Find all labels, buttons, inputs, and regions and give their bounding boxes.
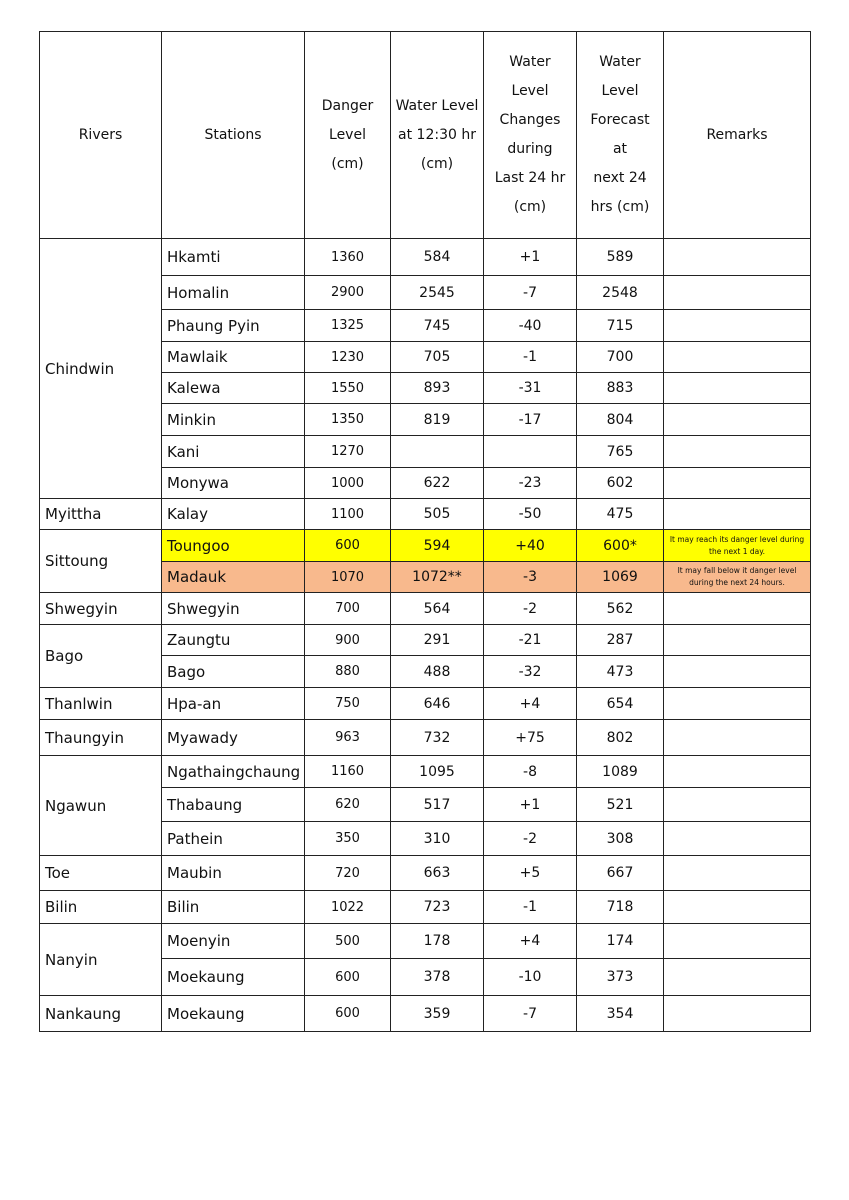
danger-cell: 2900 [305,276,391,310]
level-cell: 359 [391,996,484,1032]
level-cell: 1072** [391,562,484,593]
river-cell: Nankaung [40,996,162,1032]
danger-cell: 1100 [305,499,391,530]
forecast-cell: 373 [577,959,664,996]
forecast-cell: 1089 [577,756,664,788]
forecast-cell: 354 [577,996,664,1032]
level-cell: 584 [391,239,484,276]
change-cell: +40 [484,530,577,562]
danger-cell: 1270 [305,436,391,468]
danger-cell: 1325 [305,310,391,342]
change-cell: -2 [484,822,577,856]
forecast-cell: 600* [577,530,664,562]
forecast-cell: 883 [577,373,664,404]
remark-cell [664,720,811,756]
change-cell: -40 [484,310,577,342]
remark-cell [664,788,811,822]
river-cell: Thaungyin [40,720,162,756]
forecast-cell: 667 [577,856,664,891]
remark-cell: It may fall below it danger level during the next 24 hours. [664,562,811,593]
level-cell [391,436,484,468]
change-cell: +75 [484,720,577,756]
level-cell: 646 [391,688,484,720]
change-cell: -31 [484,373,577,404]
forecast-cell: 521 [577,788,664,822]
river-cell: Toe [40,856,162,891]
danger-cell: 620 [305,788,391,822]
remark-cell [664,959,811,996]
change-cell: +5 [484,856,577,891]
forecast-cell: 308 [577,822,664,856]
level-cell: 745 [391,310,484,342]
forecast-cell: 715 [577,310,664,342]
change-cell: -7 [484,276,577,310]
table-row [40,996,811,1032]
table-row [40,924,811,959]
change-cell: -17 [484,404,577,436]
station-cell: Kalewa [162,373,305,404]
header-stations: Stations [162,32,305,239]
forecast-cell: 802 [577,720,664,756]
danger-cell: 600 [305,996,391,1032]
remark-cell [664,656,811,688]
forecast-cell: 804 [577,404,664,436]
level-cell: 505 [391,499,484,530]
forecast-cell: 718 [577,891,664,924]
change-cell: -7 [484,996,577,1032]
remark-cell [664,856,811,891]
station-cell: Homalin [162,276,305,310]
river-cell: Ngawun [40,756,162,856]
header-forecast: Water Level Forecast at next 24 hrs (cm) [577,32,664,239]
danger-cell: 1022 [305,891,391,924]
station-cell: Kani [162,436,305,468]
station-cell: Ngathaingchaung [162,756,305,788]
remark-cell [664,373,811,404]
forecast-cell: 174 [577,924,664,959]
forecast-cell: 765 [577,436,664,468]
change-cell: -1 [484,342,577,373]
table-row [40,891,811,924]
forecast-cell: 2548 [577,276,664,310]
danger-cell: 963 [305,720,391,756]
level-cell: 178 [391,924,484,959]
change-cell: -10 [484,959,577,996]
level-cell: 517 [391,788,484,822]
forecast-cell: 1069 [577,562,664,593]
danger-cell: 880 [305,656,391,688]
station-cell: Zaungtu [162,625,305,656]
level-cell: 819 [391,404,484,436]
station-cell: Hkamti [162,239,305,276]
forecast-cell: 562 [577,593,664,625]
river-cell: Bilin [40,891,162,924]
forecast-cell: 602 [577,468,664,499]
danger-cell: 1070 [305,562,391,593]
change-cell: -32 [484,656,577,688]
danger-cell: 1230 [305,342,391,373]
station-cell: Minkin [162,404,305,436]
table-row [40,720,811,756]
remark-cell [664,468,811,499]
change-cell [484,436,577,468]
remark-cell: It may reach its danger level during the next 1 day. [664,530,811,562]
change-cell: -2 [484,593,577,625]
danger-cell: 1550 [305,373,391,404]
change-cell: -1 [484,891,577,924]
table-row [40,625,811,656]
remark-cell [664,404,811,436]
station-cell: Bago [162,656,305,688]
danger-cell: 720 [305,856,391,891]
danger-cell: 600 [305,530,391,562]
danger-cell: 750 [305,688,391,720]
station-cell: Thabaung [162,788,305,822]
danger-cell: 1350 [305,404,391,436]
remark-cell [664,756,811,788]
change-cell: +4 [484,924,577,959]
water-level-table [39,31,811,1032]
table-row [40,499,811,530]
table-row [40,856,811,891]
forecast-cell: 473 [577,656,664,688]
change-cell: -8 [484,756,577,788]
station-cell: Shwegyin [162,593,305,625]
level-cell: 2545 [391,276,484,310]
level-cell: 378 [391,959,484,996]
station-cell: Myawady [162,720,305,756]
river-cell: Thanlwin [40,688,162,720]
danger-cell: 1000 [305,468,391,499]
header-water-level: Water Level at 12:30 hr (cm) [391,32,484,239]
level-cell: 893 [391,373,484,404]
station-cell: Moekaung [162,959,305,996]
change-cell: +1 [484,239,577,276]
station-cell: Moenyin [162,924,305,959]
danger-cell: 350 [305,822,391,856]
station-cell: Toungoo [162,530,305,562]
danger-cell: 1360 [305,239,391,276]
remark-cell [664,276,811,310]
level-cell: 594 [391,530,484,562]
station-cell: Mawlaik [162,342,305,373]
station-cell: Monywa [162,468,305,499]
level-cell: 291 [391,625,484,656]
river-cell: Bago [40,625,162,688]
header-level-changes: Water Level Changes during Last 24 hr (cm) [484,32,577,239]
remark-cell [664,342,811,373]
danger-cell: 900 [305,625,391,656]
danger-cell: 700 [305,593,391,625]
level-cell: 622 [391,468,484,499]
remark-cell [664,593,811,625]
forecast-cell: 589 [577,239,664,276]
danger-cell: 1160 [305,756,391,788]
remark-cell [664,924,811,959]
change-cell: -21 [484,625,577,656]
header-remarks: Remarks [664,32,811,239]
forecast-cell: 475 [577,499,664,530]
remark-cell [664,499,811,530]
station-cell: Kalay [162,499,305,530]
header-danger-level: Danger Level (cm) [305,32,391,239]
change-cell: -23 [484,468,577,499]
forecast-cell: 654 [577,688,664,720]
station-cell: Bilin [162,891,305,924]
header-rivers: Rivers [40,32,162,239]
danger-cell: 600 [305,959,391,996]
table-row [40,239,811,276]
station-cell: Phaung Pyin [162,310,305,342]
level-cell: 705 [391,342,484,373]
remark-cell [664,239,811,276]
river-cell: Shwegyin [40,593,162,625]
header-row [40,32,811,239]
table-row [40,593,811,625]
change-cell: +4 [484,688,577,720]
table-row [40,688,811,720]
forecast-cell: 287 [577,625,664,656]
station-cell: Maubin [162,856,305,891]
river-cell: Myittha [40,499,162,530]
level-cell: 310 [391,822,484,856]
station-cell: Moekaung [162,996,305,1032]
forecast-cell: 700 [577,342,664,373]
change-cell: +1 [484,788,577,822]
remark-cell [664,996,811,1032]
station-cell: Pathein [162,822,305,856]
table-row-highlight-yellow [40,530,811,562]
river-cell: Chindwin [40,239,162,499]
level-cell: 488 [391,656,484,688]
change-cell: -3 [484,562,577,593]
remark-cell [664,625,811,656]
change-cell: -50 [484,499,577,530]
level-cell: 663 [391,856,484,891]
level-cell: 1095 [391,756,484,788]
river-cell: Nanyin [40,924,162,996]
danger-cell: 500 [305,924,391,959]
table-row [40,756,811,788]
station-cell: Hpa-an [162,688,305,720]
level-cell: 564 [391,593,484,625]
level-cell: 732 [391,720,484,756]
river-cell: Sittoung [40,530,162,593]
remark-cell [664,822,811,856]
remark-cell [664,436,811,468]
level-cell: 723 [391,891,484,924]
remark-cell [664,891,811,924]
remark-cell [664,310,811,342]
station-cell: Madauk [162,562,305,593]
remark-cell [664,688,811,720]
